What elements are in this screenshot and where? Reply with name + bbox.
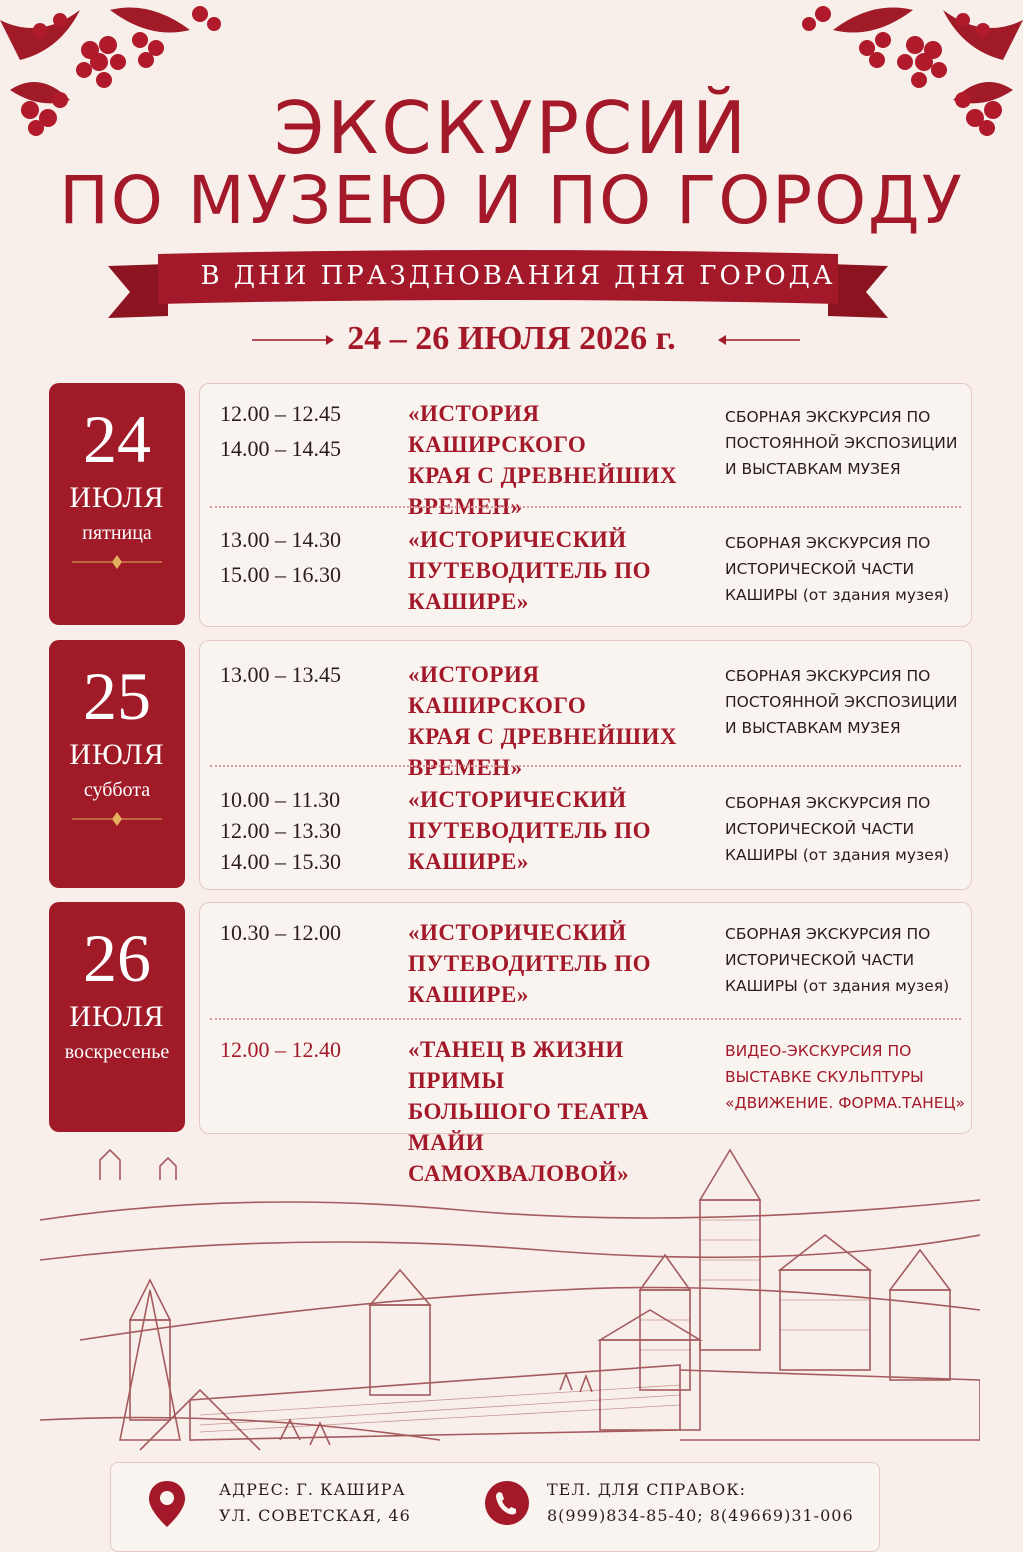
schedule-box-25 (199, 640, 972, 890)
tour-description: СБОРНАЯ ЭКСКУРСИЯ ПО ИСТОРИЧЕСКОЙ ЧАСТИ КАШИРЫ (от здания музея) (725, 534, 950, 604)
day-number: 25 (83, 658, 151, 734)
time-slots (220, 784, 341, 877)
phone-icon (483, 1479, 531, 1527)
day-card-25 (49, 640, 185, 888)
day-month: ИЮЛЯ (69, 738, 165, 771)
tour-name: «ИСТОРИЧЕСКИЙ ПУТЕВОДИТЕЛЬ ПО КАШИРЕ» (408, 787, 652, 874)
day-weekday: суббота (83, 779, 151, 801)
page-title-line1: ЭКСКУРСИЙ (273, 86, 750, 170)
time-slot: 10.00 – 11.30 (220, 787, 341, 812)
date-range: 24 – 26 ИЮЛЯ 2026 г. (347, 320, 676, 357)
tour-name: «ИСТОРИЯ КАШИРСКОГО КРАЯ С ДРЕВНЕЙШИХ ВРЕМЕН» (408, 662, 678, 780)
kashira-kremlin-illustration (40, 1140, 980, 1460)
gold-ornament-icon (72, 812, 162, 826)
time-slot: 15.00 – 16.30 (220, 562, 341, 587)
tour-name: «ИСТОРИЧЕСКИЙ ПУТЕВОДИТЕЛЬ ПО КАШИРЕ» (408, 527, 652, 614)
row-divider (210, 1018, 961, 1020)
ribbon-subtitle: В ДНИ ПРАЗДНОВАНИЯ ДНЯ ГОРОДА (200, 261, 836, 291)
time-slots (220, 398, 341, 464)
day-month: ИЮЛЯ (69, 481, 165, 514)
time-slot: 13.00 – 14.30 (220, 527, 341, 552)
tour-name: «ИСТОРИЯ КАШИРСКОГО КРАЯ С ДРЕВНЕЙШИХ ВРЕМЕН» (408, 401, 678, 519)
time-slot: 13.00 – 13.45 (220, 662, 341, 687)
time-slots (220, 1034, 341, 1065)
schedule-box-26 (199, 902, 972, 1186)
location-pin-icon (147, 1479, 187, 1529)
time-slot: 12.00 – 12.40 (220, 1037, 341, 1062)
time-slot: 12.00 – 12.45 (220, 401, 341, 426)
address-text: АДРЕС: Г. КАШИРА УЛ. СОВЕТСКАЯ, 46 (219, 1480, 411, 1525)
flourish-right-ornament (716, 333, 800, 347)
tour-description: СБОРНАЯ ЭКСКУРСИЯ ПО ИСТОРИЧЕСКОЙ ЧАСТИ КАШИРЫ (от здания музея) (725, 925, 950, 995)
row-divider (210, 506, 961, 508)
time-slot: 14.00 – 14.45 (220, 436, 341, 461)
day-weekday: воскресенье (64, 1041, 170, 1063)
day-number: 24 (83, 401, 151, 477)
tour-description: СБОРНАЯ ЭКСКУРСИЯ ПО ПОСТОЯННОЙ ЭКСПОЗИЦИИ И ВЫСТАВКАМ МУЗЕЯ (725, 667, 958, 737)
time-slots (220, 917, 341, 948)
tour-description: ВИДЕО-ЭКСКУРСИЯ ПО ВЫСТАВКЕ СКУЛЬПТУРЫ «ДВИЖЕНИЕ. ФОРМА.ТАНЕЦ» (725, 1042, 966, 1112)
time-slot: 10.30 – 12.00 (220, 920, 341, 945)
time-slot: 12.00 – 13.30 (220, 818, 341, 843)
day-weekday: пятница (82, 522, 152, 544)
tour-description: СБОРНАЯ ЭКСКУРСИЯ ПО ПОСТОЯННОЙ ЭКСПОЗИЦИИ И ВЫСТАВКАМ МУЗЕЯ (725, 408, 958, 478)
day-card-24 (49, 383, 185, 625)
schedule-box-24 (199, 383, 972, 627)
day-card-26 (49, 902, 185, 1132)
tour-name: «ТАНЕЦ В ЖИЗНИ ПРИМЫ БОЛЬШОГО ТЕАТРА МАЙИ САМОХВАЛОВОЙ» (408, 1037, 649, 1186)
day-month: ИЮЛЯ (69, 1000, 165, 1033)
tour-description: СБОРНАЯ ЭКСКУРСИЯ ПО ИСТОРИЧЕСКОЙ ЧАСТИ КАШИРЫ (от здания музея) (725, 794, 950, 864)
time-slots (220, 524, 341, 590)
contact-footer (110, 1462, 880, 1552)
day-number: 26 (83, 920, 151, 996)
tour-name: «ИСТОРИЧЕСКИЙ ПУТЕВОДИТЕЛЬ ПО КАШИРЕ» (408, 920, 652, 1007)
gold-ornament-icon (72, 555, 162, 569)
time-slots (220, 659, 341, 690)
time-slot: 14.00 – 15.30 (220, 849, 341, 874)
phone-text: ТЕЛ. ДЛЯ СПРАВОК: 8(999)834-85-40; 8(49669)31-006 (547, 1480, 854, 1525)
row-divider (210, 765, 961, 767)
page-title-line2: ПО МУЗЕЮ И ПО ГОРОДУ (59, 162, 964, 239)
